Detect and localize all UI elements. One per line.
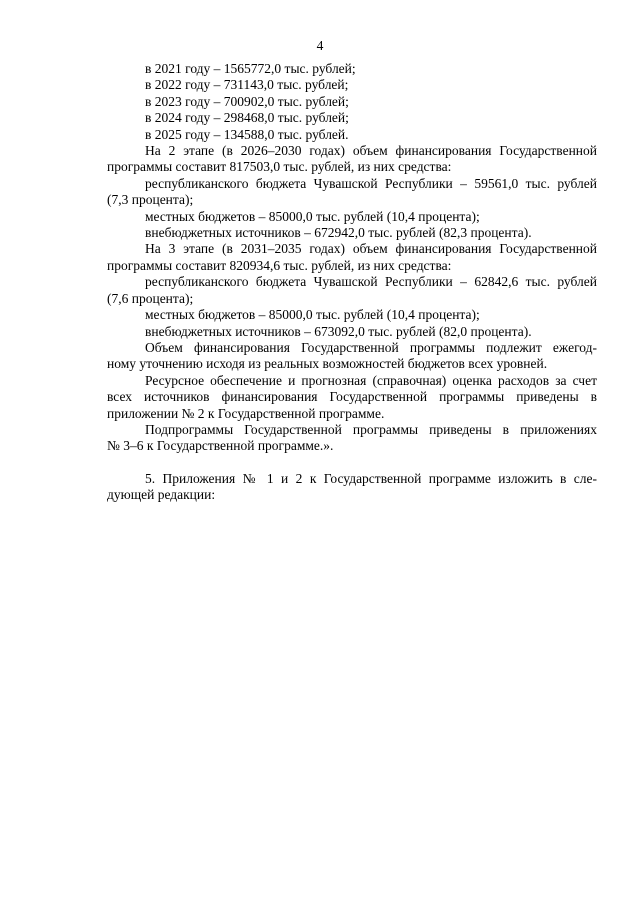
text-line: № 3–6 к Государственной программе.». bbox=[107, 438, 334, 454]
text-line: в 2021 году – 1565772,0 тыс. рублей; bbox=[145, 61, 356, 76]
text-line: Подпрограммы Государственной программы приведены в приложениях bbox=[145, 421, 597, 437]
text-line: в 2023 году – 700902,0 тыс. рублей; bbox=[145, 93, 349, 109]
text-line: республиканского бюджета Чувашской Республики – 62842,6 тыс. рублей bbox=[145, 274, 597, 290]
text-line: дующей редакции: bbox=[107, 487, 216, 503]
text-line: (7,3 процента); bbox=[107, 192, 194, 208]
text-line: приложении № 2 к Государственной программе. bbox=[107, 405, 385, 421]
text-line: в 2025 году – 134588,0 тыс. рублей. bbox=[145, 126, 349, 142]
text-line: внебюджетных источников – 672942,0 тыс. рублей (82,3 процента). bbox=[145, 225, 532, 241]
text-line: внебюджетных источников – 673092,0 тыс. рублей (82,0 процента). bbox=[145, 323, 532, 339]
text-line: 5. Приложения № 1 и 2 к Государственной программе изложить в сле- bbox=[145, 470, 597, 486]
text-line: программы составит 820934,6 тыс. рублей, из них средства: bbox=[107, 257, 452, 273]
text-line: На 3 этапе (в 2031–2035 годах) объем финансирования Государственной bbox=[145, 241, 597, 257]
text-line: всех источников финансирования Государственной программы приведены в bbox=[107, 389, 597, 405]
text-line: в 2024 году – 298468,0 тыс. рублей; bbox=[145, 110, 349, 126]
text-line: республиканского бюджета Чувашской Республики – 59561,0 тыс. рублей bbox=[145, 175, 597, 191]
text-line: Объем финансирования Государственной программы подлежит ежегод- bbox=[145, 339, 597, 355]
paragraph-gap bbox=[107, 455, 597, 471]
text-line: На 2 этапе (в 2026–2030 годах) объем финансирования Государственной bbox=[145, 143, 597, 159]
text-line: (7,6 процента); bbox=[107, 290, 194, 306]
text-line: в 2022 году – 731143,0 тыс. рублей; bbox=[145, 77, 349, 93]
text-line: местных бюджетов – 85000,0 тыс. рублей (10,4 процента); bbox=[145, 307, 480, 323]
text-line: программы составит 817503,0 тыс. рублей, из них средства: bbox=[107, 159, 452, 175]
document-body bbox=[107, 61, 597, 504]
text-line: ному уточнению исходя из реальных возможностей бюджетов всех уровней. bbox=[107, 356, 548, 372]
text-line: местных бюджетов – 85000,0 тыс. рублей (10,4 процента); bbox=[145, 208, 480, 224]
page-number: 4 bbox=[316, 38, 324, 53]
text-line: Ресурсное обеспечение и прогнозная (справочная) оценка расходов за счет bbox=[145, 372, 597, 388]
